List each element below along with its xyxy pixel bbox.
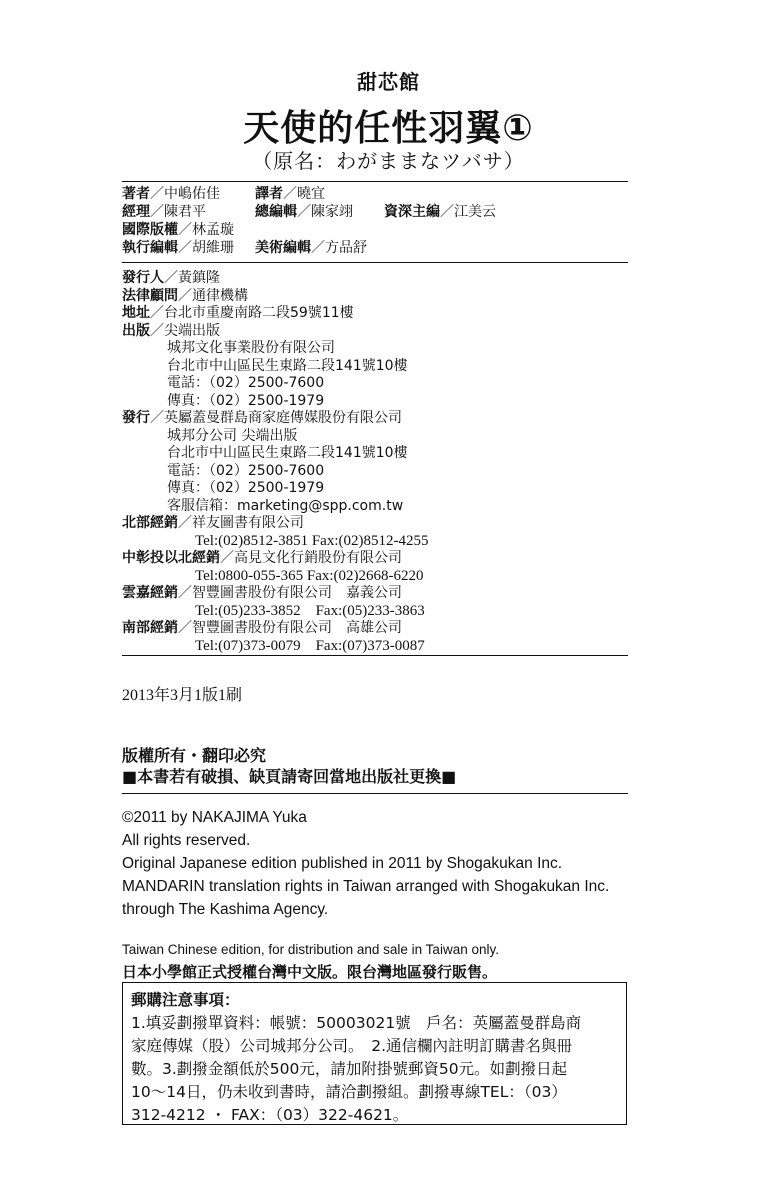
dist-line: 客服信箱：marketing@spp.com.tw [167,497,404,514]
order-notice-line: 312-4212 ・ FAX：（03）322-4621。 [131,1106,409,1124]
author-label: 著者 [122,186,150,202]
order-notice-line: 家庭傳媒（股）公司城邦分公司。 2.通信欄內註明訂購書名與冊 [131,1037,573,1055]
order-notice-box [122,982,627,1125]
rights-line: 版權所有・翻印必究 [122,746,267,765]
art-editor-name: 方品舒 [325,240,367,256]
order-notice-line: 1.填妥劃撥單資料：帳號：50003021號 戶名：英屬蓋曼群島商 [131,1014,582,1032]
dist-line: 城邦分公司 尖端出版 [167,427,298,444]
divider [122,655,628,656]
copyright-line: ©2011 by NAKAJIMA Yuka [122,809,307,826]
publisher-info: 發行人／黃鎮隆 法律顧問／通律機構 地址／台北市重慶南路二段59號11樓 出版／尖端出版 城邦文化事業股份有限公司 台北市中山區民生東路二段141號10樓 電話：（02）2500-7600 傳真：（02）2500-1979 發行／英屬蓋曼群島商家庭傳媒股份有限公司 城邦分公司 尖端出版 台北市中山區民生東路二段141號10樓 電話：（02）2500-7600 傳真：（02）2500-1979 客服信箱：marketing@spp.com.tw 北部經銷／祥友圖書有限公司 Tel:(02)8512-3851 Fax:(02)8512-4255 中彰投以北經銷／高見文化行銷股份有限公司 Tel:0800-055-365 Fax:(02)2668-6220 雲嘉經銷／智豐圖書股份有限公司 嘉義公司 Tel:(05)233-3852 Fax:(05)233-3863 南部經銷／智豐圖書股份有限公司 高雄公司 Tel:(07)373-0079 Fax:(07)373-0087 [122,270,429,654]
order-notice-line: 數。3.劃撥金額低於500元，請加附掛號郵資50元。如劃撥日起 [131,1060,568,1078]
central-label: 中彰投以北經銷 [122,550,220,566]
south-label: 南部經銷 [122,620,178,636]
copyright-line: through The Kashima Agency. [122,901,329,918]
distribution-en: Taiwan Chinese edition, for distribution and sale in Taiwan only. [122,942,499,957]
address-label: 地址 [122,305,150,321]
north-name: 祥友圖書有限公司 [192,515,304,531]
yunjia-tel: Tel:(05)233-3852 Fax:(05)233-3863 [195,602,425,619]
north-tel: Tel:(02)8512-3851 Fax:(02)8512-4255 [195,532,429,549]
distribution-zh: 日本小學館正式授權台灣中文版。限台灣地區發行販售。 [122,963,498,981]
pub-line: 台北市中山區民生東路二段141號10樓 [167,357,408,374]
dist-line: 台北市中山區民生東路二段141號10樓 [167,445,408,461]
rights-notice [122,745,456,787]
senior-editor-name: 江美云 [454,204,496,220]
issuer-name: 黃鎮隆 [178,270,220,286]
translator-name: 曉宜 [297,186,325,202]
central-tel: Tel:0800-055-365 Fax:(02)2668-6220 [195,567,424,584]
rights-label: 國際版權 [122,222,178,238]
exec-editor-name: 胡維珊 [192,240,234,256]
senior-editor-label: 資深主編 [384,204,440,220]
order-notice-title: 郵購注意事項： [131,991,240,1009]
chief-editor-label: 總編輯 [255,204,297,220]
divider [122,181,628,182]
pub-name: 尖端出版 [164,322,220,339]
address-value: 台北市重慶南路二段59號11樓 [164,305,354,321]
south-name: 智豐圖書股份有限公司 高雄公司 [192,620,402,636]
translator-label: 譯者 [255,186,283,202]
divider [122,262,628,263]
book-title: 天使的任性羽翼① [243,108,534,149]
original-title: （原名：わがままなツバサ） [252,149,525,173]
exec-editor-label: 執行編輯 [122,240,178,256]
pub-label: 出版 [122,322,150,339]
pub-line: 城邦文化事業股份有限公司 [167,340,335,356]
rights-name: 林孟璇 [192,222,234,238]
edition-info: 2013年3月1版1刷 [122,687,243,704]
series-name: 甜芯館 [357,70,420,94]
dist-line: 電話：（02）2500-7600 [167,462,325,479]
copyright-line: All rights reserved. [122,832,251,849]
author-name: 中嶋佑佳 [164,186,220,202]
yunjia-label: 雲嘉經銷 [122,585,178,601]
dist-line: 傳真：（02）2500-1979 [167,480,325,496]
south-tel: Tel:(07)373-0079 Fax:(07)373-0087 [195,637,425,654]
issuer-label: 發行人 [122,270,164,286]
dist-label: 發行 [122,410,150,426]
divider [122,793,628,794]
north-label: 北部經銷 [122,515,178,531]
manager-name: 陳君平 [164,204,206,220]
rights-line: ■本書若有破損、缺頁請寄回當地出版社更換■ [122,767,457,786]
central-name: 高見文化行銷股份有限公司 [234,550,402,566]
pub-line: 傳真：（02）2500-1979 [167,392,325,409]
dist-name: 英屬蓋曼群島商家庭傳媒股份有限公司 [164,410,402,426]
legal-label: 法律顧問 [122,287,178,304]
pub-line: 電話：（02）2500-7600 [167,375,325,391]
copyright-line: MANDARIN translation rights in Taiwan arranged with Shogakukan Inc. [122,878,610,895]
legal-name: 通律機構 [192,287,248,304]
manager-label: 經理 [122,204,150,220]
art-editor-label: 美術編輯 [255,240,311,256]
yunjia-name: 智豐圖書股份有限公司 嘉義公司 [192,585,402,601]
chief-editor-name: 陳家翊 [311,204,353,220]
order-notice-line: 10～14日，仍未收到書時，請洽劃撥組。劃撥專線TEL：（03） [131,1083,567,1101]
copyright-block [122,806,609,921]
copyright-line: Original Japanese edition published in 2011 by Shogakukan Inc. [122,855,563,872]
